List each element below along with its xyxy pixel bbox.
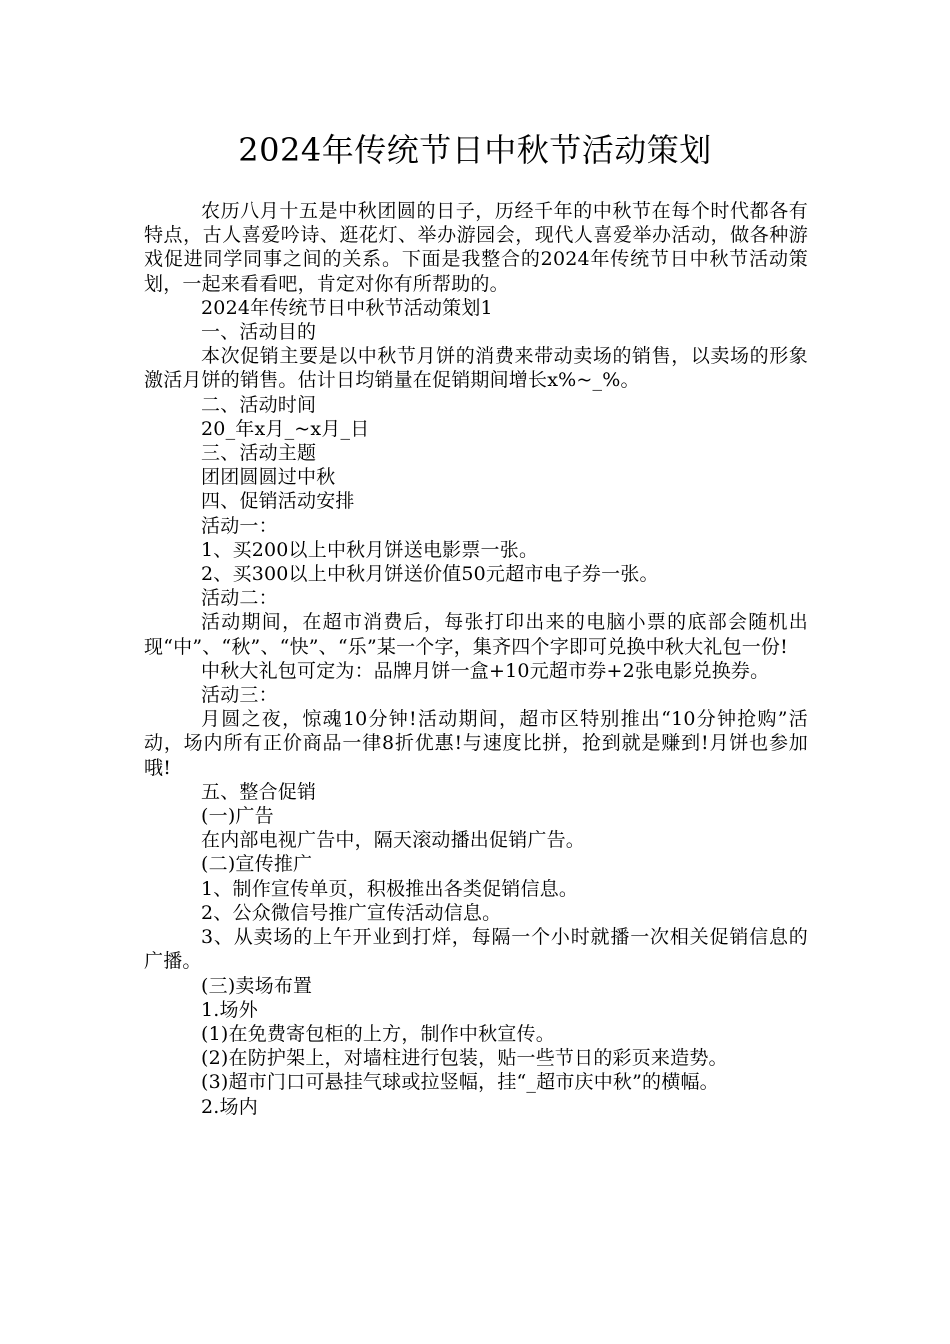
paragraph-intro: 农历八月十五是中秋团圆的日子，历经千年的中秋节在每个时代都各有特点，古人喜爱吟诗、逛花灯、举办游园会，现代人喜爱举办活动，做各种游戏促进同学同事之间的关系。下面是我整合的2024年传统节日中秋节活动策划，一起来看看吧，肯定对你有所帮助的。 <box>144 200 808 295</box>
paragraph-activity-one-label: 活动一： <box>201 514 278 537</box>
paragraph-gift-pack: 中秋大礼包可定为：品牌月饼一盒+10元超市券+2张电影兑换券。 <box>201 659 770 682</box>
paragraph-publicity-1: 1、制作宣传单页，积极推出各类促销信息。 <box>201 877 579 900</box>
paragraph-advertising: 在内部电视广告中，隔天滚动播出促销广告。 <box>201 829 586 852</box>
section-heading-purpose: 一、活动目的 <box>201 321 317 344</box>
section-heading-time: 二、活动时间 <box>201 393 317 416</box>
paragraph-activity-two-desc: 活动期间，在超市消费后，每张打印出来的电脑小票的底部会随机出现“中”、“秋”、“快”、“乐”某一个字，集齐四个字即可兑换中秋大礼包一份! <box>144 611 808 658</box>
section-heading-arrangement: 四、促销活动安排 <box>201 490 355 513</box>
subheading-publicity: (二)宣传推广 <box>201 853 313 876</box>
paragraph-outside-1: (1)在免费寄包柜的上方，制作中秋宣传。 <box>201 1022 555 1045</box>
paragraph-time: 20_年x月_~x月_日 <box>201 417 370 440</box>
paragraph-outside-3: (3)超市门口可悬挂气球或拉竖幅，挂“_超市庆中秋”的横幅。 <box>201 1071 719 1094</box>
document-body <box>144 199 808 1119</box>
subheading-store-layout: (三)卖场布置 <box>201 974 313 997</box>
subheading-advertising: (一)广告 <box>201 805 274 828</box>
paragraph-outside-2: (2)在防护架上，对墙柱进行包装，贴一些节日的彩页来造势。 <box>201 1047 728 1070</box>
paragraph-activity-one-item-2: 2、买300以上中秋月饼送价值50元超市电子券一张。 <box>201 563 659 586</box>
paragraph-publicity-2: 2、公众微信号推广宣传活动信息。 <box>201 901 502 924</box>
paragraph-purpose: 本次促销主要是以中秋节月饼的消费来带动卖场的销售，以卖场的形象激活月饼的销售。估计日均销量在促销期间增长x%~_%。 <box>144 345 808 392</box>
paragraph-activity-one-item-1: 1、买200以上中秋月饼送电影票一张。 <box>201 538 539 561</box>
paragraph-activity-three-label: 活动三： <box>201 684 278 707</box>
section-heading-promotion: 五、整合促销 <box>201 780 317 803</box>
paragraph-activity-two-label: 活动二： <box>201 587 278 610</box>
section-heading-theme: 三、活动主题 <box>201 442 317 465</box>
document-title: 2024年传统节日中秋节活动策划 <box>238 131 712 169</box>
paragraph-activity-three-desc: 月圆之夜，惊魂10分钟!活动期间，超市区特别推出“10分钟抢购”活动，场内所有正价商品一律8折优惠!与速度比拼，抢到就是赚到!月饼也参加哦! <box>144 708 808 779</box>
paragraph-inside-label: 2.场内 <box>201 1095 258 1118</box>
paragraph-theme: 团团圆圆过中秋 <box>201 466 336 489</box>
paragraph-plan-heading: 2024年传统节日中秋节活动策划1 <box>201 296 493 319</box>
paragraph-publicity-3: 3、从卖场的上午开业到打烊，每隔一个小时就播一次相关促销信息的广播。 <box>144 926 808 973</box>
paragraph-outside-label: 1.场外 <box>201 998 258 1021</box>
